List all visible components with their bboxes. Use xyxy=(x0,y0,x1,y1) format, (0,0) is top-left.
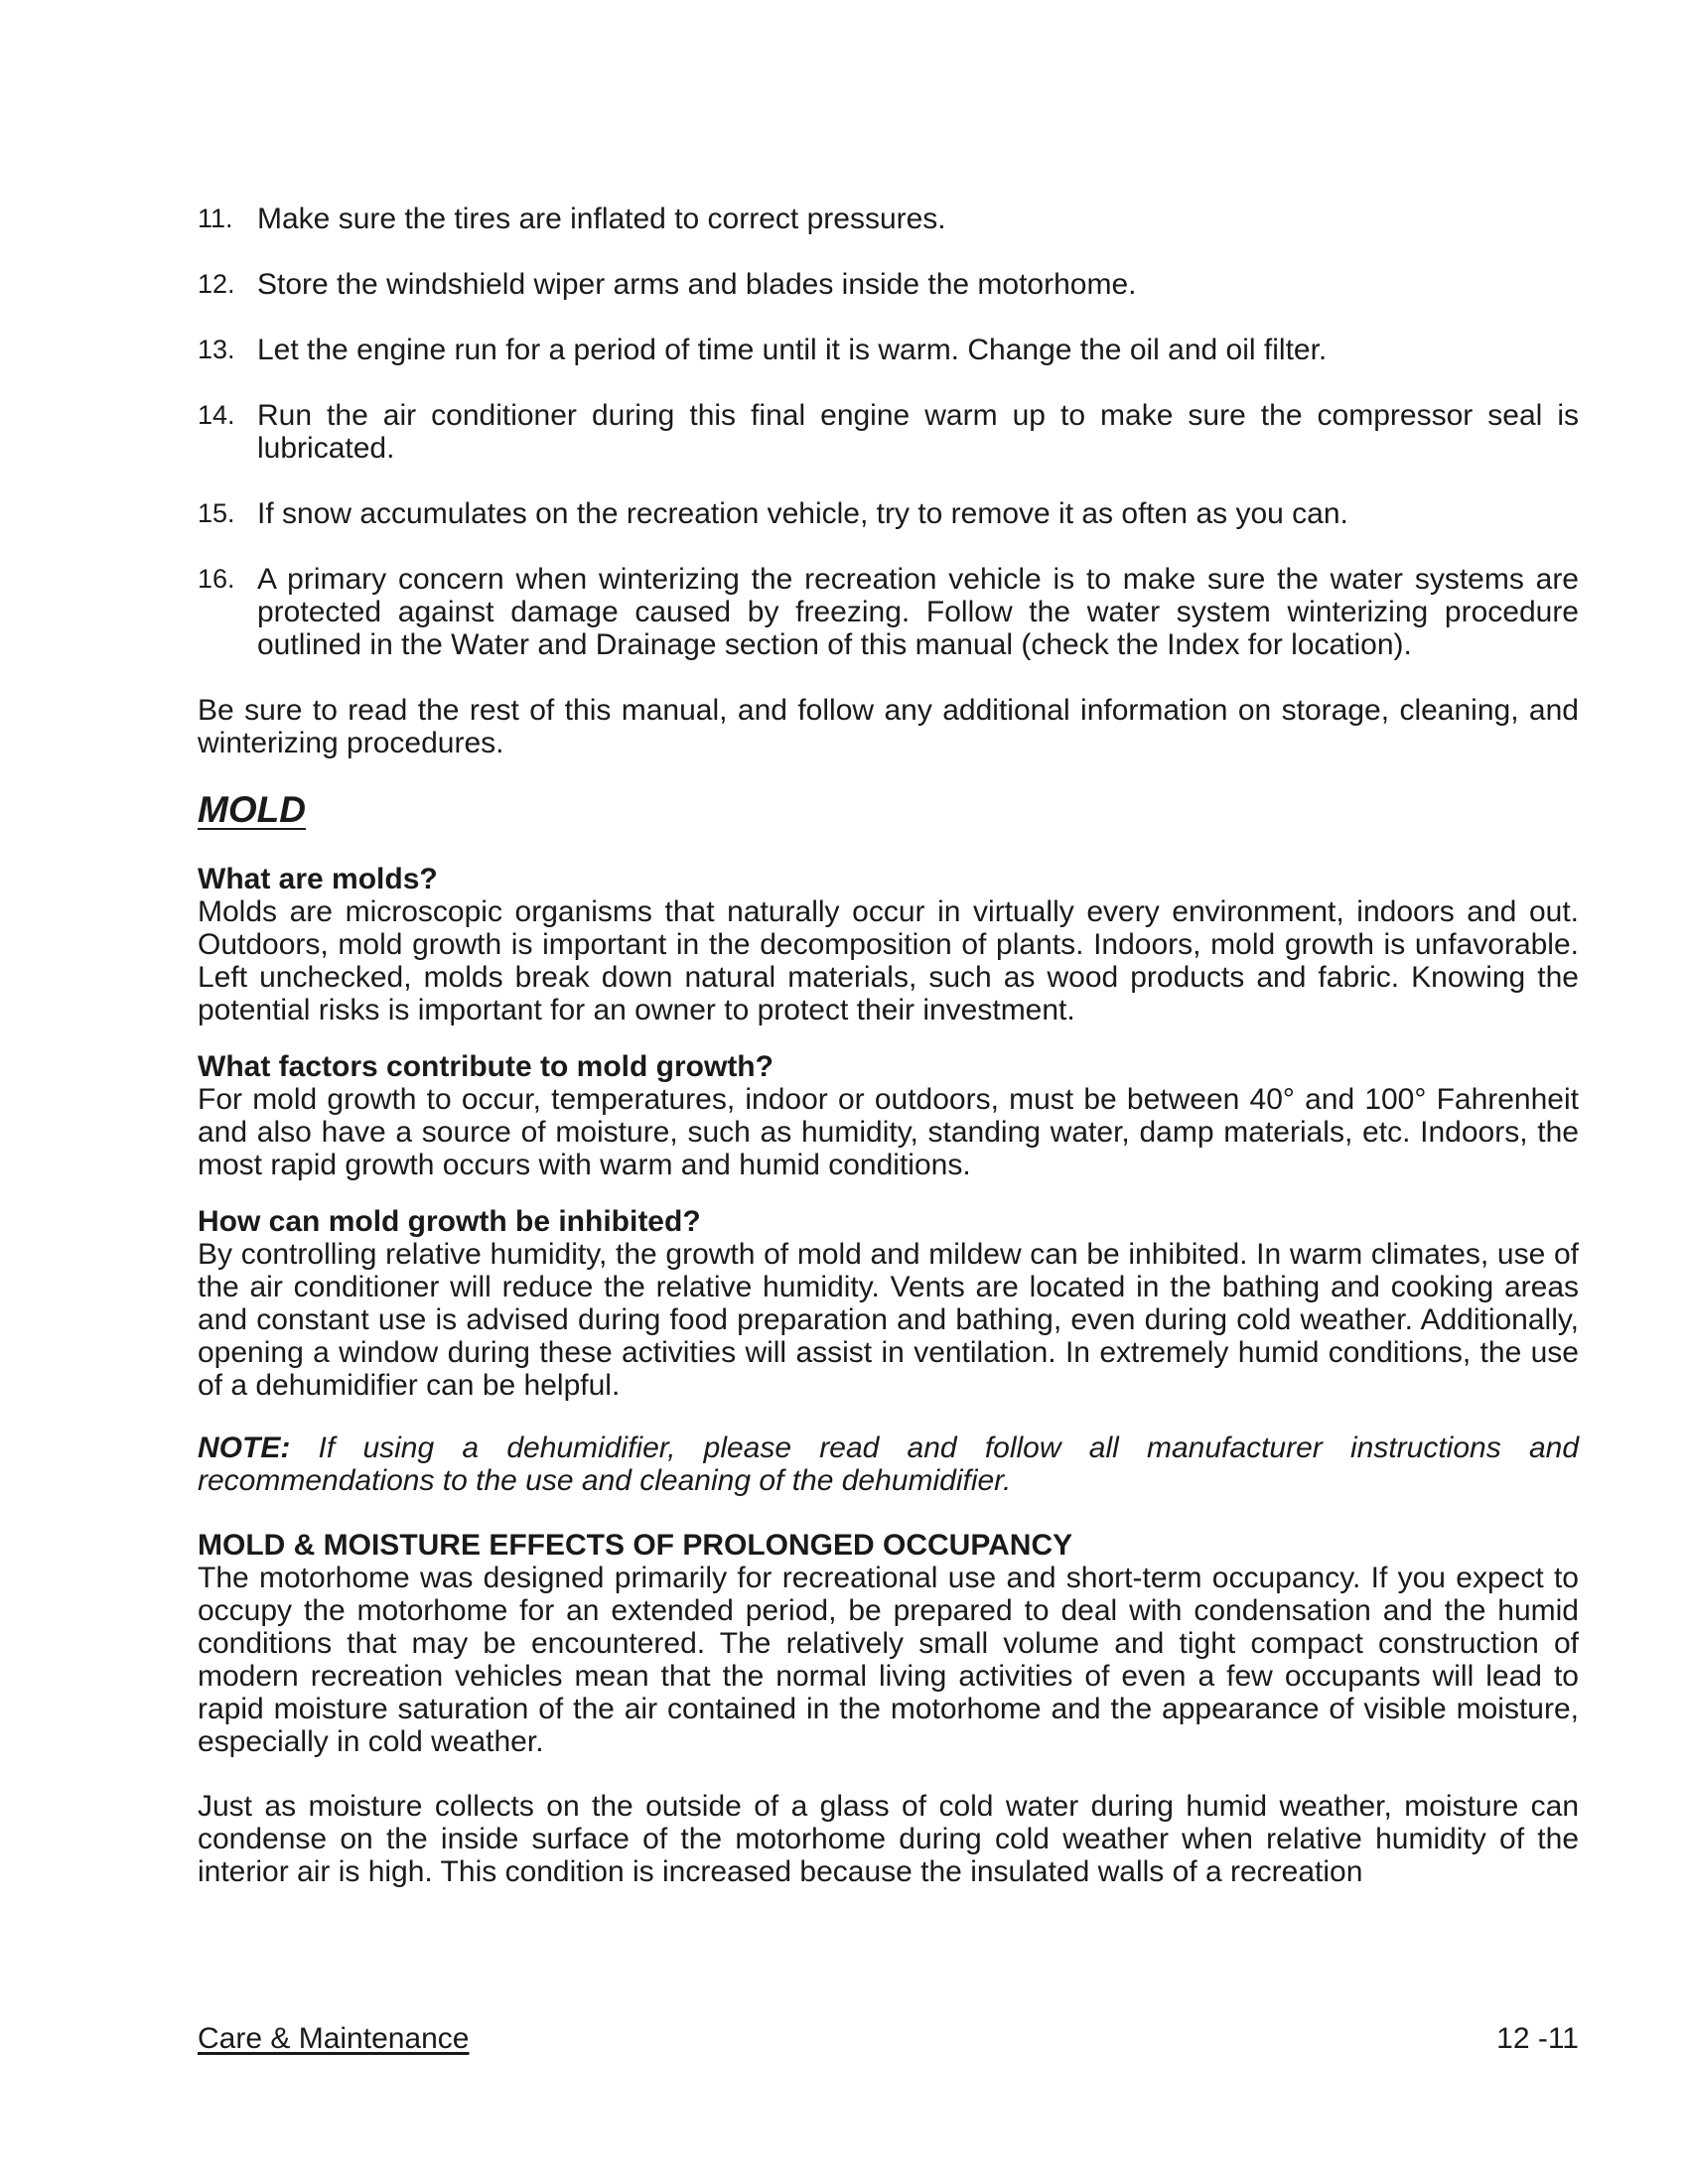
answer-paragraph: By controlling relative humidity, the growth of mold and mildew can be inhibited. In warm climates, use of the air conditioner will reduce the relative humidity. Vents are located in the bathing and cooking areas and constant use is advised during food preparation and bathing, even during cold weather. Additionally, opening a window during these activities will assist in ventilation. In extremely humid conditions, the use of a dehumidifier can be helpful. xyxy=(198,1238,1579,1402)
list-text: Store the windshield wiper arms and blades inside the motorhome. xyxy=(257,268,1137,301)
list-item xyxy=(198,268,1579,301)
list-text: If snow accumulates on the recreation vehicle, try to remove it as often as you can. xyxy=(257,497,1348,530)
list-number: 15. xyxy=(198,498,235,528)
storage-note-paragraph: Be sure to read the rest of this manual, and follow any additional information on storage, cleaning, and winterizing procedures. xyxy=(198,694,1579,759)
question-heading: What are molds? xyxy=(198,863,438,895)
answer-paragraph: Molds are microscopic organisms that naturally occur in virtually every environment, indoors and out. Outdoors, mold growth is important in the decomposition of plants. Indoors, mold growth is unfavorable. Left unchecked, molds break down natural materials, such as wood products and fabric. Knowing the potential risks is important for an owner to protect their investment. xyxy=(198,895,1579,1026)
page-content xyxy=(198,203,1579,1888)
list-item xyxy=(198,399,1579,465)
page-footer xyxy=(198,2022,1579,2055)
list-item xyxy=(198,203,1579,235)
mold-heading: MOLD xyxy=(198,789,306,830)
note-paragraph xyxy=(198,1432,1579,1497)
list-text: A primary concern when winterizing the recreation vehicle is to make sure the water systems are protected against damage caused by freezing. Follow the water system winterizing procedure outlined in the Water and Drainage section of this manual (check the Index for location). xyxy=(257,563,1579,661)
list-text: Make sure the tires are inflated to correct pressures. xyxy=(257,203,946,235)
occupancy-paragraph-2: Just as moisture collects on the outside of a glass of cold water during humid weather, moisture can condense on the inside surface of the motorhome during cold weather when relative humidity of the interior air is high. This condition is increased because the insulated walls of a recreation xyxy=(198,1790,1579,1888)
answer-paragraph: For mold growth to occur, temperatures, indoor or outdoors, must be between 40° and 100° Fahrenheit and also have a source of moisture, such as humidity, standing water, damp materials, etc. Indoors, the most rapid growth occurs with warm and humid conditions. xyxy=(198,1083,1579,1181)
list-number: 16. xyxy=(198,564,235,594)
list-text: Let the engine run for a period of time until it is warm. Change the oil and oil filter. xyxy=(257,334,1328,366)
list-number: 11. xyxy=(198,204,233,233)
mold-q2-block xyxy=(198,1050,1579,1181)
list-number: 12. xyxy=(198,269,235,299)
question-heading: What factors contribute to mold growth? xyxy=(198,1050,774,1083)
list-text: Run the air conditioner during this final engine warm up to make sure the compressor seal is lubricated. xyxy=(257,399,1579,465)
footer-section-title: Care & Maintenance xyxy=(198,2022,470,2055)
note-label: NOTE: xyxy=(198,1432,291,1464)
list-item xyxy=(198,563,1579,661)
occupancy-paragraph-1: The motorhome was designed primarily for recreational use and short-term occupancy. If you expect to occupy the motorhome for an extended period, be prepared to deal with condensation and the humid conditions that may be encountered. The relatively small volume and tight compact construction of modern recreation vehicles mean that the normal living activities of even a few occupants will lead to rapid moisture saturation of the air contained in the motorhome and the appearance of visible moisture, especially in cold weather. xyxy=(198,1562,1579,1758)
list-item xyxy=(198,334,1579,366)
numbered-list xyxy=(198,203,1579,661)
question-heading: How can mold growth be inhibited? xyxy=(198,1205,701,1238)
note-text: If using a dehumidifier, please read and follow all manufacturer instructions and recommendations to the use and cleaning of the dehumidifier. xyxy=(198,1432,1579,1497)
mold-q1-block xyxy=(198,863,1579,1026)
list-item xyxy=(198,497,1579,530)
page-number: 12 -11 xyxy=(1496,2022,1579,2055)
list-number: 14. xyxy=(198,400,235,430)
mold-q3-block xyxy=(198,1205,1579,1402)
occupancy-heading: MOLD & MOISTURE EFFECTS OF PROLONGED OCCUPANCY xyxy=(198,1529,1073,1562)
list-number: 13. xyxy=(198,335,235,364)
